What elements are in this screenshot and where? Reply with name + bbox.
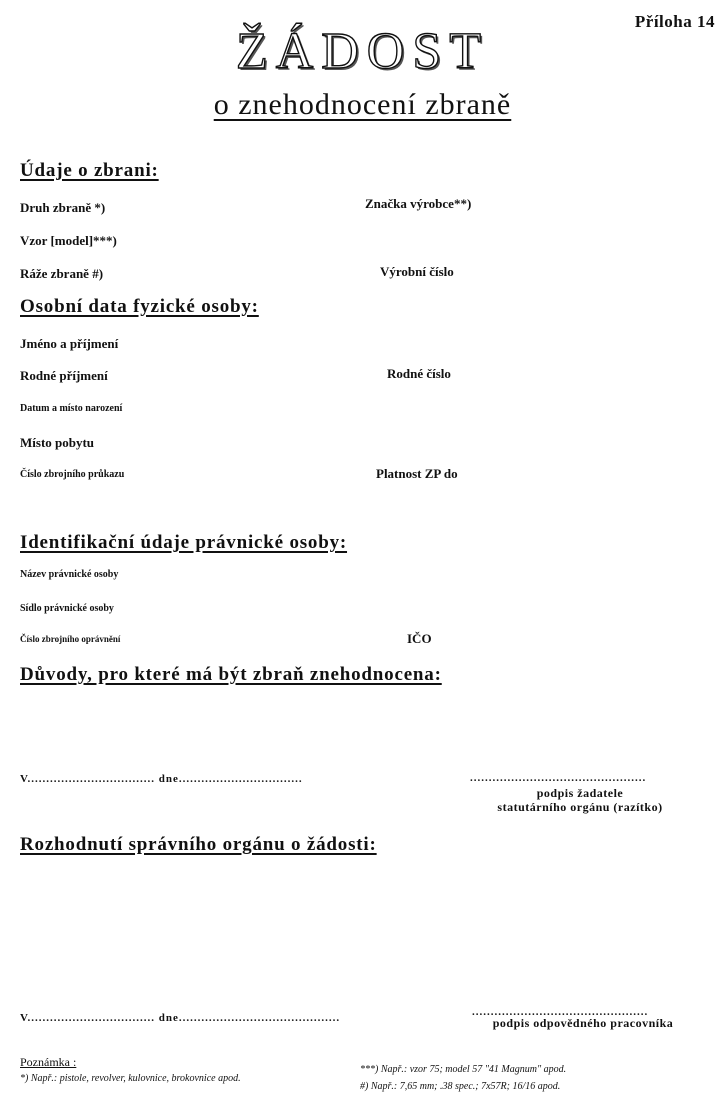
weapon-type-label: Druh zbraně *)	[20, 200, 106, 215]
notes-heading: Poznámka :	[20, 1055, 77, 1069]
permit-number-label: Číslo zbrojního oprávnění	[20, 634, 121, 644]
annex-label: Příloha 14	[634, 12, 715, 31]
reasons-section-heading: Důvody, pro které má být zbraň znehodnocena:	[20, 664, 442, 685]
company-section-heading: Identifikační údaje právnické osoby:	[20, 532, 348, 553]
gun-license-number-label: Číslo zbrojního průkazu	[20, 469, 125, 480]
officer-signature-line: ...............................................	[472, 1006, 649, 1018]
birth-number-label: Rodné číslo	[387, 366, 451, 381]
residence-label: Místo pobytu	[20, 435, 95, 450]
applicant-signature-line: ...............................................	[470, 772, 647, 784]
decision-section-heading: Rozhodnutí správního orgánu o žádosti:	[20, 834, 377, 855]
weapon-section-heading: Údaje o zbrani:	[20, 160, 159, 181]
statutory-body-label: statutárního orgánu (razítko)	[497, 800, 663, 814]
model-label: Vzor [model]***)	[20, 233, 117, 248]
company-name-label: Název právnické osoby	[20, 569, 119, 580]
note-model: ***) Např.: vzor 75; model 57 "41 Magnum" apod.	[360, 1064, 567, 1075]
page-subtitle: o znehodnocení zbraně	[213, 88, 512, 121]
birth-date-place-label: Datum a místo narození	[20, 403, 123, 414]
ico-label: IČO	[407, 631, 432, 646]
caliber-label: Ráže zbraně #)	[20, 266, 104, 281]
serial-number-label: Výrobní číslo	[380, 264, 454, 279]
page-title: ŽÁDOST	[235, 23, 490, 80]
name-label: Jméno a příjmení	[20, 336, 119, 351]
officer-signature-label: podpis odpovědného pracovníka	[492, 1016, 674, 1030]
decision-place-date-line: V.................................. dne...........................................	[20, 1012, 341, 1024]
license-validity-label: Platnost ZP do	[376, 466, 458, 481]
applicant-signature-label: podpis žadatele	[536, 786, 624, 800]
person-section-heading: Osobní data fyzické osoby:	[20, 296, 259, 317]
note-caliber: #) Např.: 7,65 mm; .38 spec.; 7x57R; 16/16 apod.	[360, 1081, 561, 1092]
birth-surname-label: Rodné příjmení	[20, 368, 108, 383]
manufacturer-label: Značka výrobce**)	[365, 196, 472, 211]
note-weapon-type: *) Např.: pistole, revolver, kulovnice, brokovnice apod.	[20, 1073, 241, 1084]
company-seat-label: Sídlo právnické osoby	[20, 603, 114, 614]
place-date-line: V.................................. dne.................................	[20, 773, 303, 785]
